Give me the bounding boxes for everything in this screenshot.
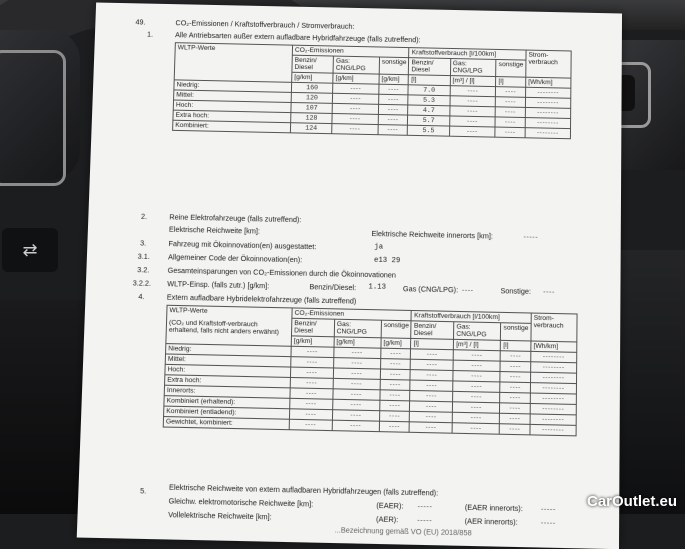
- section-2-range: Elektrische Reichweite [km]:: [168, 224, 261, 236]
- t1-unit: [l]: [496, 77, 526, 88]
- t1-sub-benzin-kv: Benzin/ Diesel: [409, 58, 451, 76]
- steering-left-button: ⇄: [2, 228, 58, 272]
- section-4-title: Extern aufladbare Hybridelektrofahrzeuge (falls zutreffend): [166, 292, 357, 306]
- section-32-number: 3.2.: [137, 264, 150, 275]
- t2-header-kv: Kraftstoffverbrauch [l/100km]: [411, 310, 531, 323]
- section-322-sonstige-label: Sonstige:: [500, 286, 532, 296]
- t1-sub-sonstige-kv: sonstige: [496, 59, 526, 77]
- t2-header-note: (CO₂ und Kraftstoff-verbrauch erhaltend, falls nicht anders erwähnt): [168, 319, 280, 337]
- table-row: Kombiniert: 124 ---- ---- 5.5 ---- ---- --------: [173, 120, 571, 139]
- section-322-title: WLTP-Einsp. (falls zutr.) [g/km]:: [167, 278, 270, 291]
- t1-sub-gas-kv: Gas: CNG/LPG: [450, 58, 496, 76]
- section-5-eaer-city: (EAER innerorts):: [464, 502, 523, 514]
- section-5-eaer-value: -----: [417, 501, 433, 512]
- t1-unit: [m³] / [l]: [450, 76, 496, 87]
- table-row: Mittel: 120 ---- ---- 5.3 ---- ---- --------: [174, 90, 571, 108]
- section-1-title: Alle Antriebsarten außer extern aufladbare Hybridfahrzeuge (falls zutreffend):: [174, 30, 421, 45]
- section-32-title: Gesamteinsparungen von CO₂-Emissionen durch die Ökoinnovationen: [167, 265, 397, 280]
- table-row: Niedrig: 160 ---- ---- 7.0 ---- ---- --------: [174, 80, 571, 98]
- section-5-eaer-city-value: -----: [540, 504, 556, 514]
- table-row: Gewichtet, kombiniert: ---- ---- ---- ---- ---- ---- --------: [163, 417, 576, 436]
- section-3-title: Fahrzeug mit Ökoinnovation(en) ausgestattet:: [168, 238, 317, 252]
- section-5-footnote: ...Bezeichnung gemäß VO (EU) 2018/858: [334, 525, 472, 538]
- section-31-title: Allgemeiner Code der Ökoinnovation(en):: [167, 252, 303, 265]
- section-322-sonstige-value: ----: [543, 286, 555, 297]
- t1-unit: [l]: [409, 75, 451, 86]
- steering-left-spoke: [0, 30, 80, 180]
- section-5-title: Elektrische Reichweite von extern aufladbaren Hybridfahrzeugen (falls zutreffend):: [168, 482, 439, 498]
- table-row: Extra hoch: ---- ---- ---- ---- ---- ---- --------: [165, 375, 577, 394]
- section-2-range-city: Elektrische Reichweite innerorts [km]:: [371, 228, 493, 241]
- t1-sub-benzin: Benzin/ Diesel: [292, 55, 334, 73]
- section-49-title: CO₂-Emissionen / Kraftstoffverbrauch / Stromverbrauch:: [175, 18, 355, 31]
- section-5-number: 5.: [139, 485, 147, 496]
- t1-header-strom: Strom-verbrauch: [526, 50, 571, 78]
- section-322-number: 3.2.2.: [132, 278, 152, 288]
- t1-unit: [g/km]: [379, 74, 409, 85]
- table-row: Mittel: ---- ---- ---- ---- ---- ---- --------: [165, 354, 576, 373]
- section-4-number: 4.: [138, 291, 145, 302]
- section-5-aer-label: Vollelektrische Reichweite [km]:: [168, 509, 272, 522]
- table-row: Hoch: ---- ---- ---- ---- ---- ---- --------: [165, 364, 577, 383]
- table-row: Niedrig: ---- ---- ---- ---- ---- ---- --------: [166, 344, 577, 363]
- section-31-value: e13 29: [373, 256, 401, 266]
- t2-header-co2: CO₂-Emissionen: [292, 308, 412, 321]
- section-2-number: 2.: [140, 211, 148, 221]
- watermark-logo: CarOutlet.eu: [586, 493, 677, 510]
- section-49-number: 49.: [135, 17, 146, 27]
- t1-header-co2: CO₂-Emissionen: [292, 45, 409, 57]
- wltp-table-2: WLTP-Werte (CO₂ und Kraftstoff-verbrauch erhaltend, falls nicht anders erwähnt) CO₂-Emissionen Kraftstoffverbrauch [l/100km] Strom-verbrauch Benzin/ Diesel Gas: CNG/LPG sonstige Benzin/ Diesel Gas: CNG/LPG sonstige [g/km] [g/km] [g/km] [l] [m³] / [l] [l] [Wh/km] Niedrig: ---- ---- ---- ---- ---- ---- -------- Mittel: ---- ---- ---- ---- ---- ---- -------- Hoch: ---- ---- ---- ---- ---- ---- -------- Extra hoch: ---- ---- ---- ---- ---- ---- -------- Innerorts: ---- ---- ---- ---- ---- ---- -------- Kombiniert (erhaltend): ---- ---- ---- ---- ---- ---- -------- Kombiniert (entladend): ---- ---- ---- ---- ---- ---- -------- Gewichtet, kombiniert: ---- ---- ---- ---- ---- ---- --------: [163, 305, 578, 437]
- section-3-value: ja: [374, 243, 384, 252]
- t2-header-strom: Strom-verbrauch: [531, 313, 577, 342]
- table-row: Kombiniert (erhaltend): ---- ---- ---- ---- ---- ---- --------: [164, 396, 576, 415]
- coc-document-page: [77, 3, 622, 549]
- section-5-eaer: (EAER):: [376, 500, 404, 511]
- section-5-eaer-label: Gleichw. elektromotorische Reichweite [km]:: [168, 496, 314, 509]
- t1-header-kv: Kraftstoffverbrauch [l/100km]: [409, 48, 526, 60]
- t1-unit: [g/km]: [333, 73, 379, 84]
- table-row: Kombiniert (entladend): ---- ---- ---- ---- ---- ---- --------: [164, 406, 577, 425]
- table-row: Hoch: 107 ---- ---- 4.7 ---- ---- --------: [173, 100, 570, 118]
- table-row: Innerorts: ---- ---- ---- ---- ---- ---- --------: [164, 385, 576, 404]
- section-5-aer-value: -----: [417, 515, 433, 526]
- t1-unit: [Wh/km]: [526, 77, 571, 88]
- table-row: Extra hoch: 128 ---- ---- 5.7 ---- ---- --------: [173, 110, 571, 128]
- section-1-number: 1.: [146, 29, 154, 39]
- section-322-gas-value: ----: [461, 285, 474, 295]
- section-322-benzin-label: Benzin/Diesel:: [309, 281, 357, 293]
- t1-sub-sonstige: sonstige: [379, 57, 409, 75]
- section-2-title: Reine Elektrofahrzeuge (falls zutreffend):: [169, 212, 302, 225]
- section-5-aer-city: (AER innerorts):: [464, 516, 518, 527]
- section-5-aer-city-value: -----: [540, 517, 556, 528]
- wltp-table-1: [172, 42, 572, 139]
- section-31-number: 3.1.: [137, 251, 150, 262]
- section-5-aer: (AER):: [375, 514, 399, 525]
- t1-header-wltp: WLTP-Werte: [174, 43, 292, 83]
- t2-header-wltp: WLTP-Werte (CO₂ und Kraftstoff-verbrauch erhaltend, falls nicht anders erwähnt): [166, 305, 292, 346]
- t1-unit: [g/km]: [292, 72, 334, 83]
- section-2-range-city-value: -----: [523, 232, 539, 242]
- section-3-number: 3.: [139, 238, 147, 248]
- t1-sub-gas: Gas: CNG/LPG: [333, 56, 379, 74]
- section-322-gas-label: Gas (CNG/LPG):: [402, 283, 459, 295]
- section-322-benzin-value: 1.13: [368, 283, 387, 292]
